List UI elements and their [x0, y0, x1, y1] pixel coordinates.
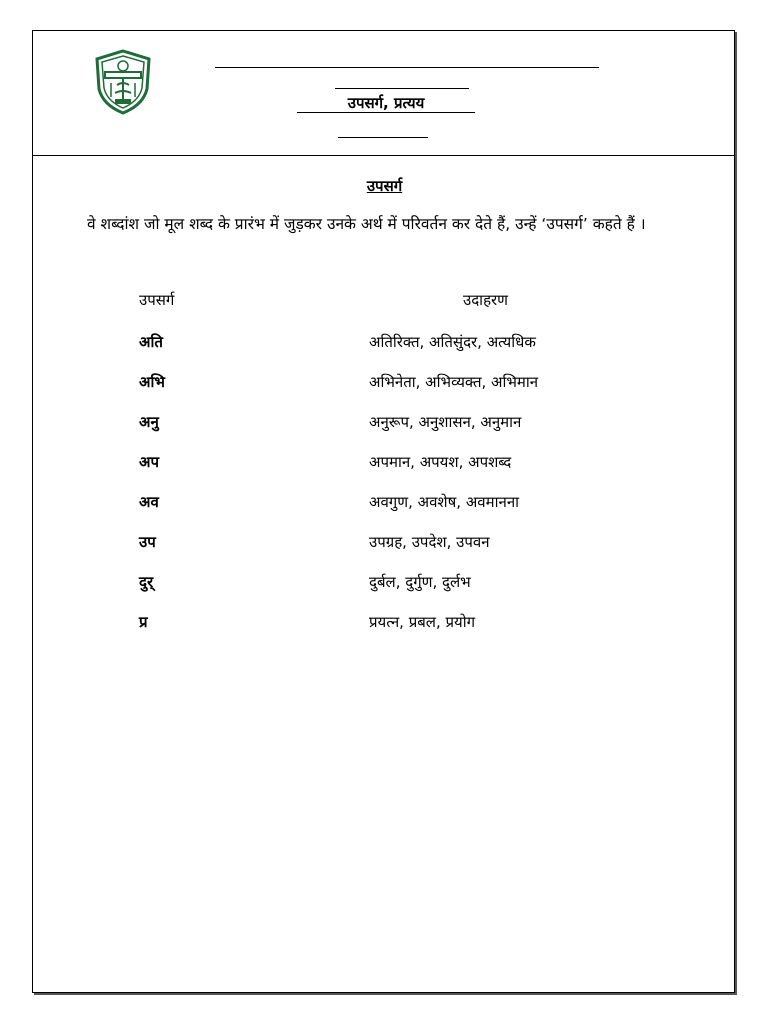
- column-header-prefix: उपसर्ग: [139, 291, 175, 309]
- worksheet-page: [32, 30, 735, 993]
- prefix-cell: अभि: [139, 373, 165, 391]
- prefix-cell: अप: [139, 453, 159, 471]
- prefix-cell: अति: [139, 333, 163, 351]
- header-rule-top: [215, 67, 599, 68]
- header-rule-short: [335, 88, 469, 89]
- table-row: [33, 332, 734, 358]
- table-row: [33, 452, 734, 478]
- worksheet-header: [33, 31, 734, 156]
- definition-paragraph: वे शब्दांश जो मूल शब्द के प्रारंभ में जुड़कर उनके अर्थ में परिवर्तन कर देते हैं, उन्हें ‘उपसर्ग’ कहते हैं ।: [87, 215, 646, 233]
- column-header-examples: उदाहरण: [463, 291, 509, 309]
- examples-cell: अतिरिक्त, अतिसुंदर, अत्यधिक: [369, 333, 536, 351]
- worksheet-title: उपसर्ग, प्रत्यय: [347, 94, 425, 112]
- school-crest-logo: [91, 49, 155, 115]
- prefix-cell: अव: [139, 493, 159, 511]
- section-heading: उपसर्ग: [366, 177, 403, 195]
- prefix-cell: प्र: [139, 613, 148, 631]
- header-rule-bottom: [338, 137, 428, 138]
- examples-cell: अवगुण, अवशेष, अवमानना: [369, 493, 520, 511]
- examples-cell: अनुरूप, अनुशासन, अनुमान: [369, 413, 522, 431]
- prefix-cell: दुर्: [139, 573, 154, 591]
- examples-cell: उपग्रह, उपदेश, उपवन: [369, 533, 490, 551]
- prefix-cell: अनु: [139, 413, 159, 431]
- table-row: [33, 492, 734, 518]
- prefix-cell: उप: [139, 533, 156, 551]
- header-title-underline: [297, 112, 475, 113]
- table-row: [33, 412, 734, 438]
- table-row: [33, 532, 734, 558]
- examples-cell: अभिनेता, अभिव्यक्त, अभिमान: [369, 373, 539, 391]
- examples-cell: अपमान, अपयश, अपशब्द: [369, 453, 512, 471]
- table-row: [33, 612, 734, 638]
- table-row: [33, 572, 734, 598]
- examples-cell: प्रयत्न, प्रबल, प्रयोग: [369, 613, 476, 631]
- table-row: [33, 372, 734, 398]
- examples-cell: दुर्बल, दुर्गुण, दुर्लभ: [369, 573, 471, 591]
